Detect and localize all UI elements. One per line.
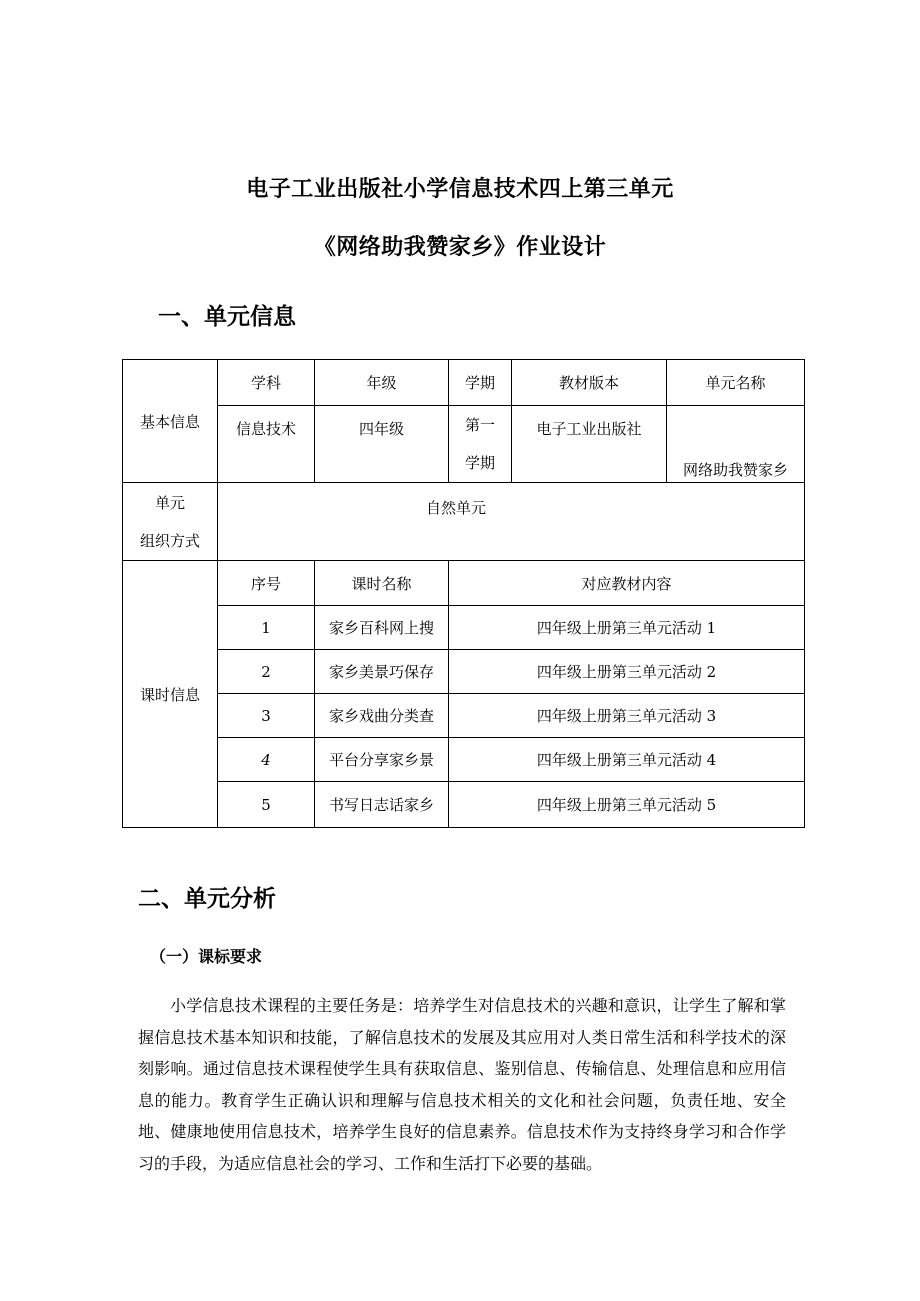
header-unit-name: 单元名称 bbox=[667, 360, 805, 406]
header-term: 学期 bbox=[449, 360, 512, 406]
lesson-no: 4 bbox=[218, 738, 315, 782]
organization-value-text: 自然单元 bbox=[425, 499, 486, 517]
lesson-name: 平台分享家乡景 bbox=[315, 738, 449, 782]
organization-label-line2: 组织方式 bbox=[139, 531, 200, 550]
value-term bbox=[449, 406, 512, 483]
lesson-name: 书写日志话家乡 bbox=[315, 782, 449, 828]
lesson-content: 四年级上册第三单元活动 4 bbox=[449, 738, 805, 782]
organization-value bbox=[218, 483, 805, 561]
header-grade: 年级 bbox=[315, 360, 449, 406]
value-edition: 电子工业出版社 bbox=[512, 406, 667, 483]
header-subject: 学科 bbox=[218, 360, 315, 406]
lessons-label: 课时信息 bbox=[123, 561, 218, 828]
curriculum-requirements-paragraph: 小学信息技术课程的主要任务是：培养学生对信息技术的兴趣和意识，让学生了解和掌握信息技术基本知识和技能，了解信息技术的发展及其应用对人类日常生活和科学技术的深刻影响。通过信息技术课程使学生具有获取信息、鉴别信息、传输信息、处理信息和应用信息的能力。教育学生正确认识和理解与信息技术相关的文化和社会问题，负责任地、安全地、健康地使用信息技术，培养学生良好的信息素养。信息技术作为支持终身学习和合作学习的手段，为适应信息社会的学习、工作和生活打下必要的基础。 bbox=[138, 996, 786, 1173]
document-title-line1: 电子工业出版社小学信息技术四上第三单元 bbox=[246, 177, 674, 202]
curriculum-requirements-heading: （一）课标要求 bbox=[150, 947, 263, 966]
value-grade: 四年级 bbox=[315, 406, 449, 483]
basic-info-label: 基本信息 bbox=[123, 360, 218, 483]
lessons-header-content: 对应教材内容 bbox=[449, 561, 805, 606]
lesson-row bbox=[123, 738, 805, 782]
unit-info-table bbox=[122, 359, 805, 828]
lessons-header-name: 课时名称 bbox=[315, 561, 449, 606]
value-subject: 信息技术 bbox=[218, 406, 315, 483]
document-title-line2: 《网络助我赞家乡》作业设计 bbox=[313, 235, 607, 260]
value-term-line2: 学期 bbox=[464, 454, 495, 472]
value-unit-name: 网络助我赞家乡 bbox=[667, 406, 805, 483]
lesson-name: 家乡戏曲分类查 bbox=[315, 694, 449, 738]
section1-heading: 一、单元信息 bbox=[158, 304, 296, 330]
lesson-no: 3 bbox=[218, 694, 315, 738]
lesson-content: 四年级上册第三单元活动 2 bbox=[449, 650, 805, 694]
lesson-content: 四年级上册第三单元活动 5 bbox=[449, 782, 805, 828]
lesson-no: 2 bbox=[218, 650, 315, 694]
lesson-row bbox=[123, 606, 805, 650]
lessons-header-no: 序号 bbox=[218, 561, 315, 606]
header-edition: 教材版本 bbox=[512, 360, 667, 406]
section2-heading: 二、单元分析 bbox=[138, 886, 276, 912]
lesson-content: 四年级上册第三单元活动 3 bbox=[449, 694, 805, 738]
lesson-name: 家乡百科网上搜 bbox=[315, 606, 449, 650]
organization-label bbox=[123, 483, 218, 561]
lesson-row bbox=[123, 650, 805, 694]
lesson-row bbox=[123, 782, 805, 828]
lesson-row bbox=[123, 694, 805, 738]
organization-label-line1: 单元 bbox=[154, 493, 185, 512]
lesson-name: 家乡美景巧保存 bbox=[315, 650, 449, 694]
value-term-line1: 第一 bbox=[464, 416, 495, 434]
lesson-no: 5 bbox=[218, 782, 315, 828]
lesson-content: 四年级上册第三单元活动 1 bbox=[449, 606, 805, 650]
lesson-no: 1 bbox=[218, 606, 315, 650]
